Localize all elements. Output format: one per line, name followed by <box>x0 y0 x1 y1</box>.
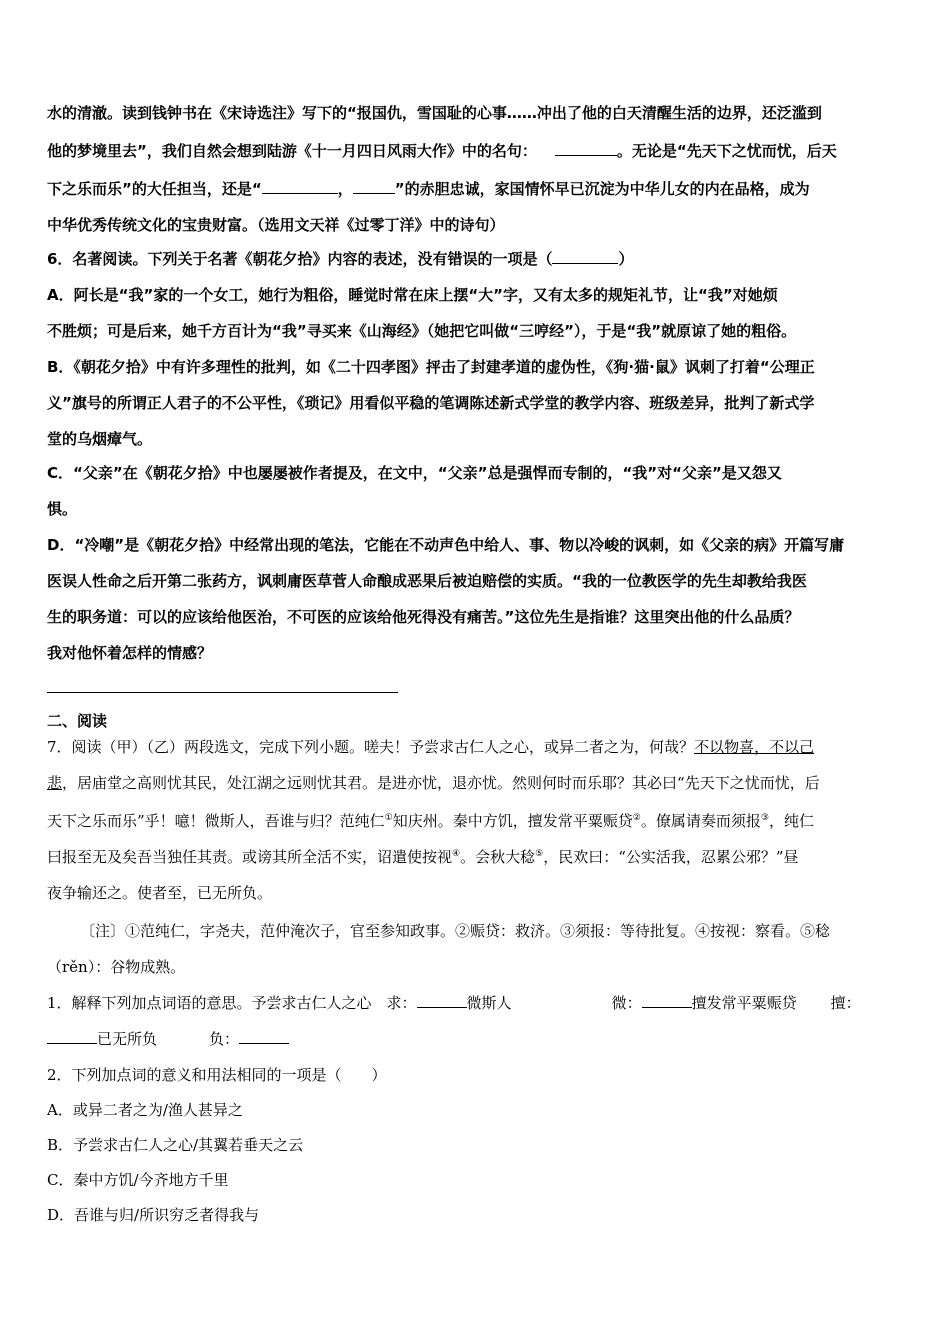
q5-line-2 <box>47 140 837 161</box>
answer-blank[interactable] <box>353 179 395 194</box>
section-heading: 二、阅读 <box>47 712 108 730</box>
q6-option-d-line-2: 医误人性命之后开第二张药方，讽刺庸医草菅人命酿成恶果后被迫赔偿的实质。“我的一位教医学的先生却教给我医 <box>47 572 807 590</box>
q6-stem-end: ） <box>618 250 634 268</box>
underlined-text: 悲 <box>47 774 63 792</box>
sub-question-1-line-1 <box>47 992 861 1013</box>
underlined-text: 不以物喜，不以己 <box>694 738 815 756</box>
q7-text: 。会秋大稔 <box>460 848 536 866</box>
q6-option-c-line-2: 惧。 <box>47 500 78 518</box>
answer-blank[interactable] <box>239 1029 289 1044</box>
annotation-line-1: 〔注〕①范纯仁，字尧夫，范仲淹次子，官至参知政事。②赈贷：救济。③须报：等待批复。④按视：察看。⑤稔 <box>80 922 831 940</box>
sub-question-text: 已无所负 <box>97 1030 158 1048</box>
q7-line-2 <box>47 772 820 793</box>
q7-text: 7．阅读（甲）（乙）两段选文，完成下列小题。嗟夫！予尝求古仁人之心，或异二者之为，何哉？ <box>47 738 695 756</box>
q7-text: 知庆州。秦中方饥，擅发常平粟赈贷 <box>392 812 633 830</box>
answer-blank[interactable] <box>555 141 617 156</box>
q5-text: 。无论是“先天下之忧而忧，后天 <box>616 142 837 160</box>
sub-question-2-option-c[interactable]: C．秦中方饥/今齐地方千里 <box>47 1171 229 1189</box>
answer-blank[interactable] <box>47 1029 97 1044</box>
sub-question-text: 微： <box>611 994 642 1012</box>
sub-question-2-stem: 2．下列加点词的意义和用法相同的一项是（ ） <box>47 1066 387 1084</box>
q7-text: ，纯仁 <box>768 812 814 830</box>
footnote-marker: ③ <box>760 813 769 823</box>
q6-option-d-line-3: 生的职务道：可以的应该给他医治，不可医的应该给他死得没有痛苦。”这位先生是指谁？这里突出他的什么品质？ <box>47 608 800 626</box>
answer-line[interactable] <box>47 692 398 693</box>
q6-option-d-line-4: 我对他怀着怎样的情感？ <box>47 644 213 662</box>
footnote-marker: ⑤ <box>535 849 544 859</box>
sub-question-2-option-a[interactable]: A．或异二者之为/渔人甚异之 <box>47 1101 243 1119</box>
q6-option-d-line-1: D．“冷嘲”是《朝花夕拾》中经常出现的笔法，它能在不动声色中给人、事、物以冷峻的讽刺，如《父亲的病》开篇写庸 <box>47 536 845 554</box>
footnote-marker: ② <box>632 813 641 823</box>
q6-option-c-line-1: C．“父亲”在《朝花夕拾》中也屡屡被作者提及，在文中，“父亲”总是强悍而专制的，“我”对“父亲”是又怨又 <box>47 464 782 482</box>
annotation-line-2: （rěn）：谷物成熟。 <box>47 958 186 976</box>
q6-option-b-line-3: 堂的乌烟瘴气。 <box>47 430 153 448</box>
sub-question-2-option-d[interactable]: D．吾谁与归/所识穷乏者得我与 <box>47 1206 260 1224</box>
q6-option-b-line-2: 义”旗号的所谓正人君子的不公平性，《琐记》用看似平稳的笔调陈述新式学堂的教学内容、班级差异，批判了新式学 <box>47 394 815 412</box>
q7-text: 。僚属请奏而须报 <box>640 812 761 830</box>
q6-stem-text: 6．名著阅读。下列关于名著《朝花夕拾》内容的表述，没有错误的一项是（ <box>47 250 553 268</box>
answer-blank[interactable] <box>262 179 338 194</box>
sub-question-text: 负： <box>209 1030 240 1048</box>
sub-question-text: 擅发常平粟赈贷 <box>691 994 797 1012</box>
q7-text: 天下之乐而乐”乎！噫！微斯人，吾谁与归？范纯仁 <box>47 812 385 830</box>
q6-stem <box>47 248 633 269</box>
sub-question-text: 微斯人 <box>466 994 512 1012</box>
q6-option-b-line-1: B．《朝花夕拾》中有许多理性的批判，如《二十四孝图》抨击了封建孝道的虚伪性，《狗·猫·鼠》讽刺了打着“公理正 <box>47 358 815 376</box>
q7-line-5: 夜争输还之。使者至，已无所负。 <box>47 884 273 902</box>
answer-blank[interactable] <box>642 993 692 1008</box>
q7-text: 曰报至无及矣吾当独任其责。或谤其所全活不实，诏遣使按视 <box>47 848 453 866</box>
sub-question-2-option-b[interactable]: B．予尝求古仁人之心/其翼若垂天之云 <box>47 1136 304 1154</box>
q7-line-3 <box>47 810 814 831</box>
sub-question-text: 擅： <box>830 994 861 1012</box>
q7-text: ，民欢曰：“公实活我，忍累公邪？”昼 <box>543 848 799 866</box>
q5-text: ”的赤胆忠诚，家国情怀早已沉淀为中华儿女的内在品格，成为 <box>394 180 810 198</box>
answer-blank[interactable] <box>552 249 618 264</box>
sub-question-1-line-2 <box>47 1028 289 1049</box>
q7-line-1 <box>47 736 814 757</box>
answer-blank[interactable] <box>417 993 467 1008</box>
q6-option-a-line-2: 不胜烦；可是后来，她千方百计为“我”寻买来《山海经》（她把它叫做“三哼经”），于是“我”就原谅了她的粗俗。 <box>47 322 797 340</box>
footnote-marker: ① <box>384 813 393 823</box>
q5-line-4: 中华优秀传统文化的宝贵财富。（选用文天祥《过零丁洋》中的诗句） <box>47 216 505 234</box>
sub-question-text: 1．解释下列加点词语的意思。予尝求古仁人之心 求： <box>47 994 417 1012</box>
q5-text: 下之乐而乐”的大任担当，还是“ <box>47 180 262 198</box>
footnote-marker: ④ <box>452 849 461 859</box>
q6-option-a-line-1: A．阿长是“我”家的一个女工，她行为粗俗，睡觉时常在床上摆“大”字，又有太多的规矩礼节，让“我”对她烦 <box>47 286 778 304</box>
q5-text: ， <box>337 180 353 198</box>
q5-line-1: 水的清澈。读到钱钟书在《宋诗选注》写下的“报国仇，雪国耻的心事……冲出了他的白天清醒生活的边界，还泛滥到 <box>47 104 822 122</box>
q5-line-3 <box>47 178 810 199</box>
q7-line-4 <box>47 846 799 867</box>
q5-text: 他的梦境里去”，我们自然会想到陆游《十一月四日风雨大作》中的名句： <box>47 142 537 160</box>
q7-text: ，居庙堂之高则忧其民，处江湖之远则忧其君。是进亦忧，退亦忧。然则何时而乐耶？其必曰“先天下之忧而忧，后 <box>62 774 820 792</box>
